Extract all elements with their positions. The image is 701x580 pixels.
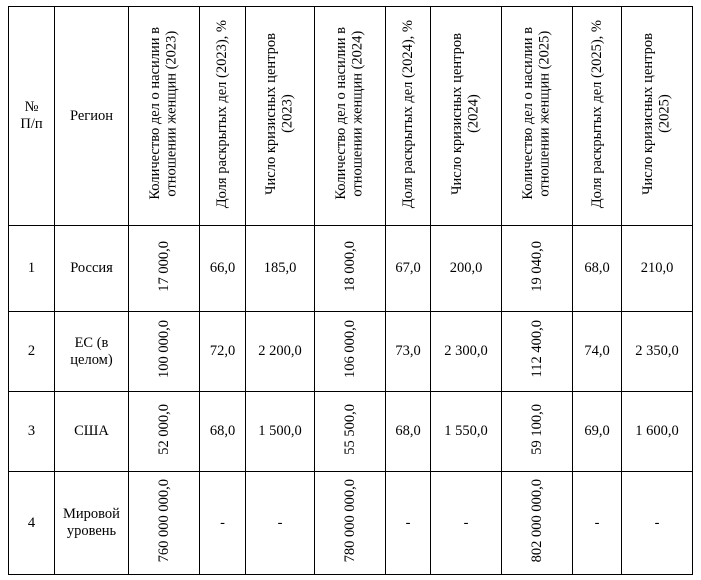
cell-cases-2025: 112 400,0 (502, 312, 573, 392)
cell-solved-2025: 68,0 (573, 226, 622, 312)
header-solved-2024: Доля раскрытых дел (2024), % (386, 7, 431, 226)
cell-num: 3 (9, 392, 55, 472)
cell-cases-2025: 802 000 000,0 (502, 472, 573, 575)
header-solved-2023: Доля раскрытых дел (2023), % (200, 7, 246, 226)
cell-centers-2025: - (622, 472, 693, 575)
cell-centers-2025: 1 600,0 (622, 392, 693, 472)
header-solved-2025: Доля раскрытых дел (2025), % (573, 7, 622, 226)
table-row (9, 312, 693, 392)
cell-solved-2023: 68,0 (200, 392, 246, 472)
cell-centers-2025: 210,0 (622, 226, 693, 312)
statistics-table (8, 6, 693, 575)
cell-cases-2024: 106 000,0 (315, 312, 386, 392)
cell-centers-2023: 185,0 (246, 226, 315, 312)
cell-region: США (55, 392, 129, 472)
cell-solved-2023: 72,0 (200, 312, 246, 392)
cell-cases-2025: 19 040,0 (502, 226, 573, 312)
table-row (9, 392, 693, 472)
header-centers-2025: Число кризисных центров (2025) (622, 7, 693, 226)
cell-centers-2024: - (431, 472, 502, 575)
cell-region: Россия (55, 226, 129, 312)
header-centers-2023: Число кризисных центров (2023) (246, 7, 315, 226)
cell-region: ЕС (в целом) (55, 312, 129, 392)
cell-centers-2024: 200,0 (431, 226, 502, 312)
cell-solved-2023: 66,0 (200, 226, 246, 312)
cell-solved-2025: 74,0 (573, 312, 622, 392)
cell-solved-2025: - (573, 472, 622, 575)
cell-region: Мировой уровень (55, 472, 129, 575)
cell-num: 1 (9, 226, 55, 312)
header-num: № П/п (9, 7, 55, 226)
cell-cases-2024: 55 500,0 (315, 392, 386, 472)
cell-solved-2025: 69,0 (573, 392, 622, 472)
cell-solved-2023: - (200, 472, 246, 575)
cell-num: 4 (9, 472, 55, 575)
header-cases-2023: Количество дел о насилии в отношении женщин (2023) (129, 7, 200, 226)
cell-centers-2025: 2 350,0 (622, 312, 693, 392)
cell-centers-2024: 2 300,0 (431, 312, 502, 392)
table-row (9, 472, 693, 575)
cell-solved-2024: - (386, 472, 431, 575)
cell-centers-2023: 2 200,0 (246, 312, 315, 392)
cell-solved-2024: 73,0 (386, 312, 431, 392)
cell-centers-2024: 1 550,0 (431, 392, 502, 472)
header-row (9, 7, 693, 226)
cell-cases-2024: 18 000,0 (315, 226, 386, 312)
cell-solved-2024: 67,0 (386, 226, 431, 312)
table-row (9, 226, 693, 312)
cell-cases-2023: 52 000,0 (129, 392, 200, 472)
header-centers-2024: Число кризисных центров (2024) (431, 7, 502, 226)
cell-cases-2023: 100 000,0 (129, 312, 200, 392)
header-region: Регион (55, 7, 129, 226)
cell-num: 2 (9, 312, 55, 392)
cell-cases-2023: 760 000 000,0 (129, 472, 200, 575)
cell-solved-2024: 68,0 (386, 392, 431, 472)
header-cases-2024: Количество дел о насилии в отношении женщин (2024) (315, 7, 386, 226)
cell-cases-2024: 780 000 000,0 (315, 472, 386, 575)
cell-cases-2023: 17 000,0 (129, 226, 200, 312)
cell-centers-2023: 1 500,0 (246, 392, 315, 472)
cell-cases-2025: 59 100,0 (502, 392, 573, 472)
header-cases-2025: Количество дел о насилии в отношении женщин (2025) (502, 7, 573, 226)
cell-centers-2023: - (246, 472, 315, 575)
